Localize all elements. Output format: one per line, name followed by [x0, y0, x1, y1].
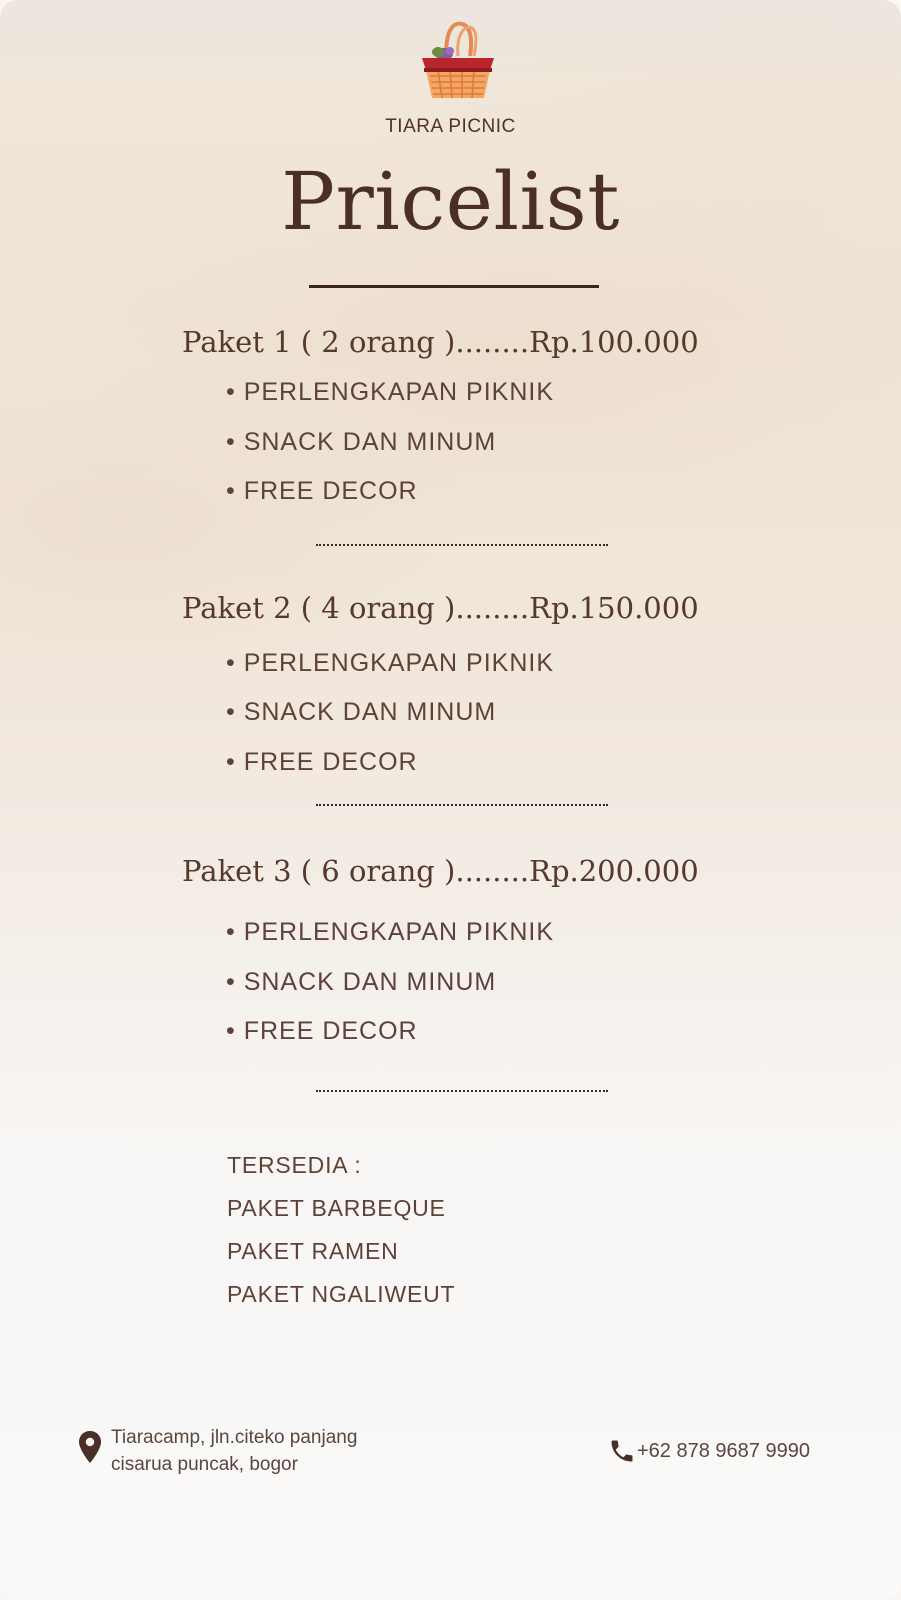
package-feature: • FREE DECOR — [226, 748, 418, 776]
address-line: Tiaracamp, jln.citeko panjang — [111, 1427, 358, 1448]
dotted-divider — [316, 804, 608, 806]
package-feature: • FREE DECOR — [226, 1017, 418, 1045]
picnic-basket-icon — [418, 18, 498, 102]
package-heading: Paket 1 ( 2 orang )........Rp.100.000 — [182, 325, 699, 359]
dotted-divider — [316, 544, 608, 546]
package-feature: • PERLENGKAPAN PIKNIK — [226, 649, 554, 677]
title-divider — [309, 285, 599, 288]
package-feature: • PERLENGKAPAN PIKNIK — [226, 918, 554, 946]
dotted-divider — [316, 1090, 608, 1092]
package-heading: Paket 3 ( 6 orang )........Rp.200.000 — [182, 854, 699, 888]
page-title: Pricelist — [281, 155, 620, 248]
package-feature: • PERLENGKAPAN PIKNIK — [226, 378, 554, 406]
address — [111, 1424, 357, 1478]
available-item: PAKET NGALIWEUT — [227, 1281, 456, 1307]
package-feature: • SNACK DAN MINUM — [226, 968, 497, 996]
package-feature: • FREE DECOR — [226, 477, 418, 505]
phone-icon — [608, 1437, 636, 1465]
address-line: cisarua puncak, bogor — [111, 1454, 298, 1475]
package-feature: • SNACK DAN MINUM — [226, 428, 497, 456]
package-feature: • SNACK DAN MINUM — [226, 698, 497, 726]
map-pin-icon — [78, 1430, 102, 1464]
brand-name: TIARA PICNIC — [385, 116, 516, 137]
available-label: TERSEDIA : — [227, 1152, 362, 1178]
available-item: PAKET BARBEQUE — [227, 1195, 446, 1221]
available-item: PAKET RAMEN — [227, 1238, 399, 1264]
package-heading: Paket 2 ( 4 orang )........Rp.150.000 — [182, 591, 699, 625]
phone-number: +62 878 9687 9990 — [637, 1440, 810, 1462]
